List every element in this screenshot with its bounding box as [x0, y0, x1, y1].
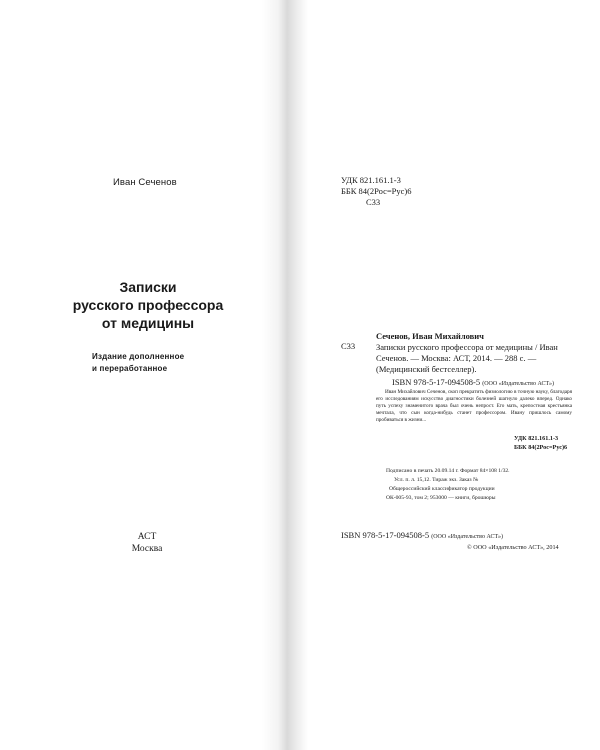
title-line: от медицины: [101, 315, 195, 331]
publisher-block: [117, 531, 177, 555]
title-line: русского профессора: [72, 297, 224, 313]
title-line: Записки: [119, 279, 177, 295]
print-line: Усл. п. л. 15,12. Тираж экз. Заказ №: [394, 477, 479, 483]
author-name: Иван Сеченов: [113, 177, 177, 188]
print-line: ОК-005-93, том 2; 953000 — книги, брошюры: [386, 495, 496, 501]
isbn-number: ISBN 978-5-17-094508-5: [392, 377, 481, 387]
print-details: [386, 467, 576, 503]
annotation-text: Иван Михайлович Сеченов, скоп прекратить физиологию в точную науку, благодаря его исследованиям искусство диагностики болезней шагнуло далеко вперед. Однако путь успеху знаменитого врача был очень непрост. Его мать, крепостная крестьянка мечтала, что сын когда-нибудь станет профессором. Ивану пришлось самому пробиваться в жизни...: [376, 389, 572, 423]
biblio-description: Записки русского профессора от медицины / Иван Сеченов. — Москва: АСТ, 2014. — 288 с. — (Медицинский бестселлер).: [376, 342, 558, 374]
copyright-notice: © ООО «Издательство АСТ», 2014: [467, 544, 559, 551]
author-mark: С33: [341, 341, 356, 351]
isbn-record: [392, 377, 554, 387]
bbk-code-repeat: ББК 84(2Рос=Рус)6: [514, 444, 568, 451]
isbn-number-footer: ISBN 978-5-17-094508-5: [341, 530, 430, 540]
bbk-code: ББК 84(2Рос=Рус)6: [341, 186, 412, 196]
edition-note: [92, 351, 212, 375]
book-title: [58, 278, 238, 332]
publisher-name: АСТ: [137, 532, 157, 542]
publisher-city: Москва: [131, 544, 163, 554]
udc-code: УДК 821.161.1-3: [341, 175, 401, 185]
udc-code-repeat: УДК 821.161.1-3: [514, 435, 559, 442]
edition-line: Издание дополненное: [92, 352, 185, 361]
print-line: Подписано в печать 20.09.14 г. Формат 84×108 1/32.: [386, 468, 510, 474]
biblio-author: Сеченов, Иван Михайлович: [376, 331, 484, 341]
book-gutter: [262, 0, 308, 750]
isbn-publisher-footer: (ООО «Издательство АСТ»): [431, 534, 503, 540]
isbn-footer: [341, 530, 503, 540]
author-code: С33: [366, 197, 381, 207]
classification-repeat: [514, 434, 567, 452]
edition-line: и переработанное: [92, 364, 168, 373]
classification-block: [341, 175, 412, 208]
print-line: Общероссийский классификатор продукции: [389, 486, 495, 492]
isbn-publisher: (ООО «Издательство АСТ»): [482, 381, 554, 387]
bibliographic-record: [376, 331, 586, 375]
